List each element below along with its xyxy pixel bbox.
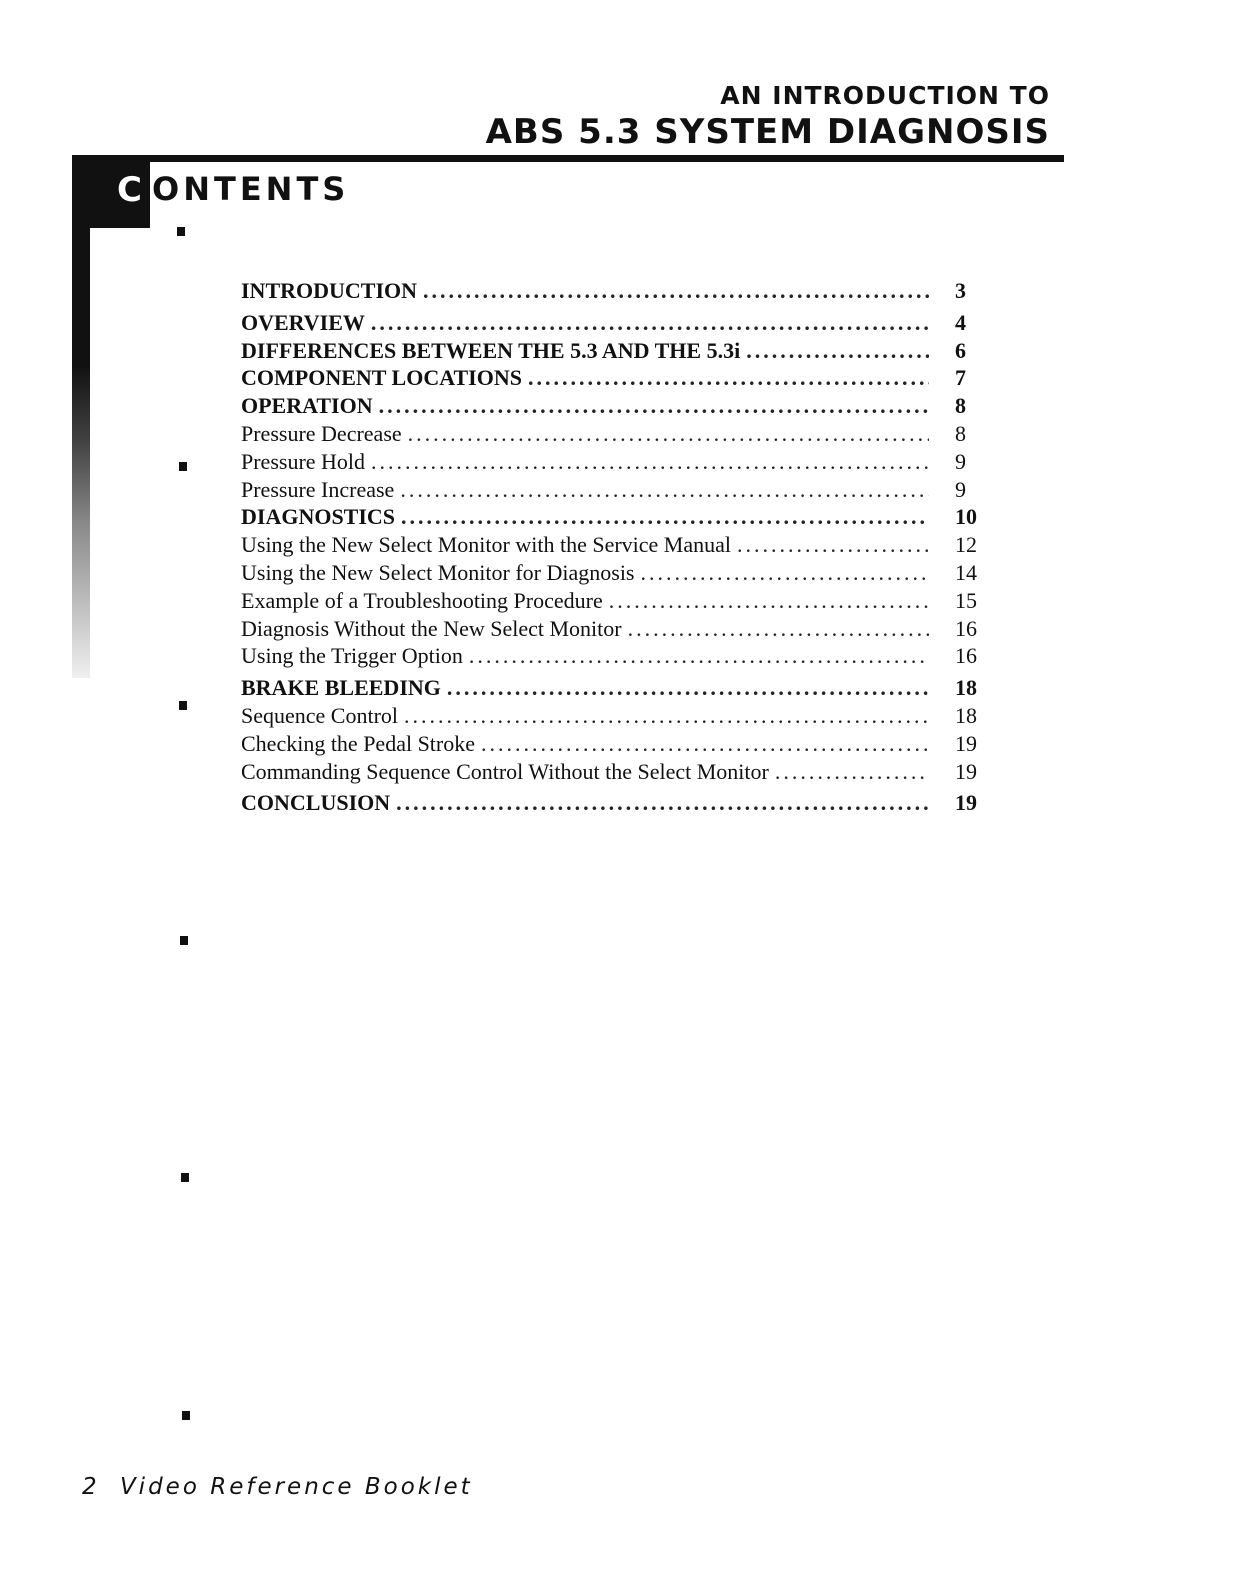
toc-entry-page: 8 — [955, 393, 966, 419]
toc-leader-dots — [746, 338, 929, 364]
toc-entry — [241, 278, 1003, 306]
toc-entry — [241, 588, 1003, 616]
toc-entry-page: 12 — [955, 532, 977, 558]
toc-entry — [241, 675, 1003, 703]
toc-entry-label: Pressure Hold — [241, 448, 366, 474]
toc-entry-page: 16 — [955, 643, 977, 669]
toc-entry-label: Checking the Pedal Stroke — [241, 730, 476, 756]
toc-leader-dots — [481, 731, 929, 757]
toc-leader-dots — [641, 560, 930, 586]
margin-bullet — [177, 227, 185, 236]
title-line-1: AN INTRODUCTION TO — [720, 81, 1050, 110]
toc-leader-dots — [775, 759, 929, 785]
margin-bullet — [182, 1411, 190, 1420]
toc-entry — [241, 616, 1003, 644]
toc-entry-page: 19 — [955, 790, 977, 816]
toc-entry-page: 19 — [955, 730, 977, 756]
toc-entry-page: 3 — [955, 278, 966, 303]
toc-leader-dots — [400, 477, 929, 503]
margin-bullet — [181, 1173, 189, 1182]
side-gradient-bar — [72, 158, 90, 678]
toc-leader-dots — [401, 504, 929, 530]
toc-entry-page: 10 — [955, 504, 977, 530]
toc-entry — [241, 703, 1003, 731]
toc-entry-label: DIFFERENCES BETWEEN THE 5.3 AND THE 5.3i — [241, 337, 741, 363]
toc-entry-label: CONCLUSION — [241, 790, 391, 816]
toc-entry — [241, 477, 1003, 505]
toc-entry — [241, 790, 1003, 818]
footer-booklet-title: Video Reference Booklet — [119, 1474, 473, 1500]
toc-leader-dots — [737, 532, 929, 558]
toc-entry-page: 18 — [955, 702, 977, 728]
toc-entry-page: 8 — [955, 420, 966, 446]
toc-leader-dots — [628, 616, 929, 642]
toc-entry-label: OVERVIEW — [241, 309, 365, 335]
toc-entry-page: 4 — [955, 309, 966, 335]
toc-entry-label: Pressure Increase — [241, 476, 395, 502]
toc-entry-page: 9 — [955, 476, 966, 502]
toc-entry-label: DIAGNOSTICS — [241, 504, 396, 530]
toc-entry — [241, 759, 1003, 787]
toc-entry-label: Diagnosis Without the New Select Monitor — [241, 615, 622, 641]
contents-initial: C — [117, 170, 142, 210]
toc-entry — [241, 310, 1003, 338]
toc-leader-dots — [408, 421, 929, 447]
toc-entry-label: BRAKE BLEEDING — [241, 675, 441, 701]
toc-entry-label: Sequence Control — [241, 702, 399, 728]
toc-entry — [241, 393, 1003, 421]
toc-entry — [241, 338, 1003, 366]
toc-leader-dots — [609, 588, 929, 614]
toc-entry-label: OPERATION — [241, 393, 373, 419]
margin-bullet — [180, 936, 188, 945]
toc-entry-page: 16 — [955, 615, 977, 641]
margin-bullet — [179, 701, 187, 710]
toc-entry — [241, 421, 1003, 449]
toc-leader-dots — [371, 449, 929, 475]
toc-leader-dots — [447, 675, 929, 701]
contents-heading: ONTENTS — [152, 170, 350, 208]
toc-leader-dots — [371, 310, 929, 336]
toc-leader-dots — [528, 365, 929, 391]
toc-leader-dots — [396, 790, 929, 816]
toc-entry-label: INTRODUCTION — [241, 278, 418, 303]
toc-entry — [241, 365, 1003, 393]
toc-entry — [241, 449, 1003, 477]
header-rule — [72, 155, 1064, 162]
toc-leader-dots — [469, 643, 929, 669]
toc-entry-label: Pressure Decrease — [241, 420, 402, 446]
toc-entry — [241, 532, 1003, 560]
footer-page-number: 2 — [82, 1474, 100, 1500]
toc-entry-label: Commanding Sequence Control Without the Select Monitor — [241, 758, 769, 784]
toc-entry — [241, 643, 1003, 671]
document-title — [486, 78, 1050, 150]
toc-entry-page: 18 — [955, 675, 977, 701]
toc-entry-page: 14 — [955, 559, 977, 585]
toc-entry — [241, 731, 1003, 759]
toc-entry-label: Using the New Select Monitor with the Service Manual — [241, 532, 732, 558]
toc-entry-page: 19 — [955, 758, 977, 784]
toc-entry-label: Using the New Select Monitor for Diagnosis — [241, 559, 635, 585]
toc-entry-page: 6 — [955, 337, 966, 363]
toc-entry — [241, 560, 1003, 588]
toc-entry-page: 7 — [955, 365, 966, 391]
toc-leader-dots — [404, 703, 929, 729]
toc-entry — [241, 504, 1003, 532]
title-line-2: ABS 5.3 SYSTEM DIAGNOSIS — [485, 112, 1050, 152]
toc-entry-page: 15 — [955, 587, 977, 613]
toc-leader-dots — [379, 393, 929, 419]
toc-entry-page: 9 — [955, 448, 966, 474]
toc-entry-label: COMPONENT LOCATIONS — [241, 365, 522, 391]
margin-bullet — [179, 462, 187, 471]
toc-entry-label: Using the Trigger Option — [241, 643, 463, 669]
toc-entry-label: Example of a Troubleshooting Procedure — [241, 587, 603, 613]
toc-leader-dots — [423, 278, 929, 304]
table-of-contents — [241, 278, 1003, 818]
page-footer — [82, 1474, 473, 1500]
